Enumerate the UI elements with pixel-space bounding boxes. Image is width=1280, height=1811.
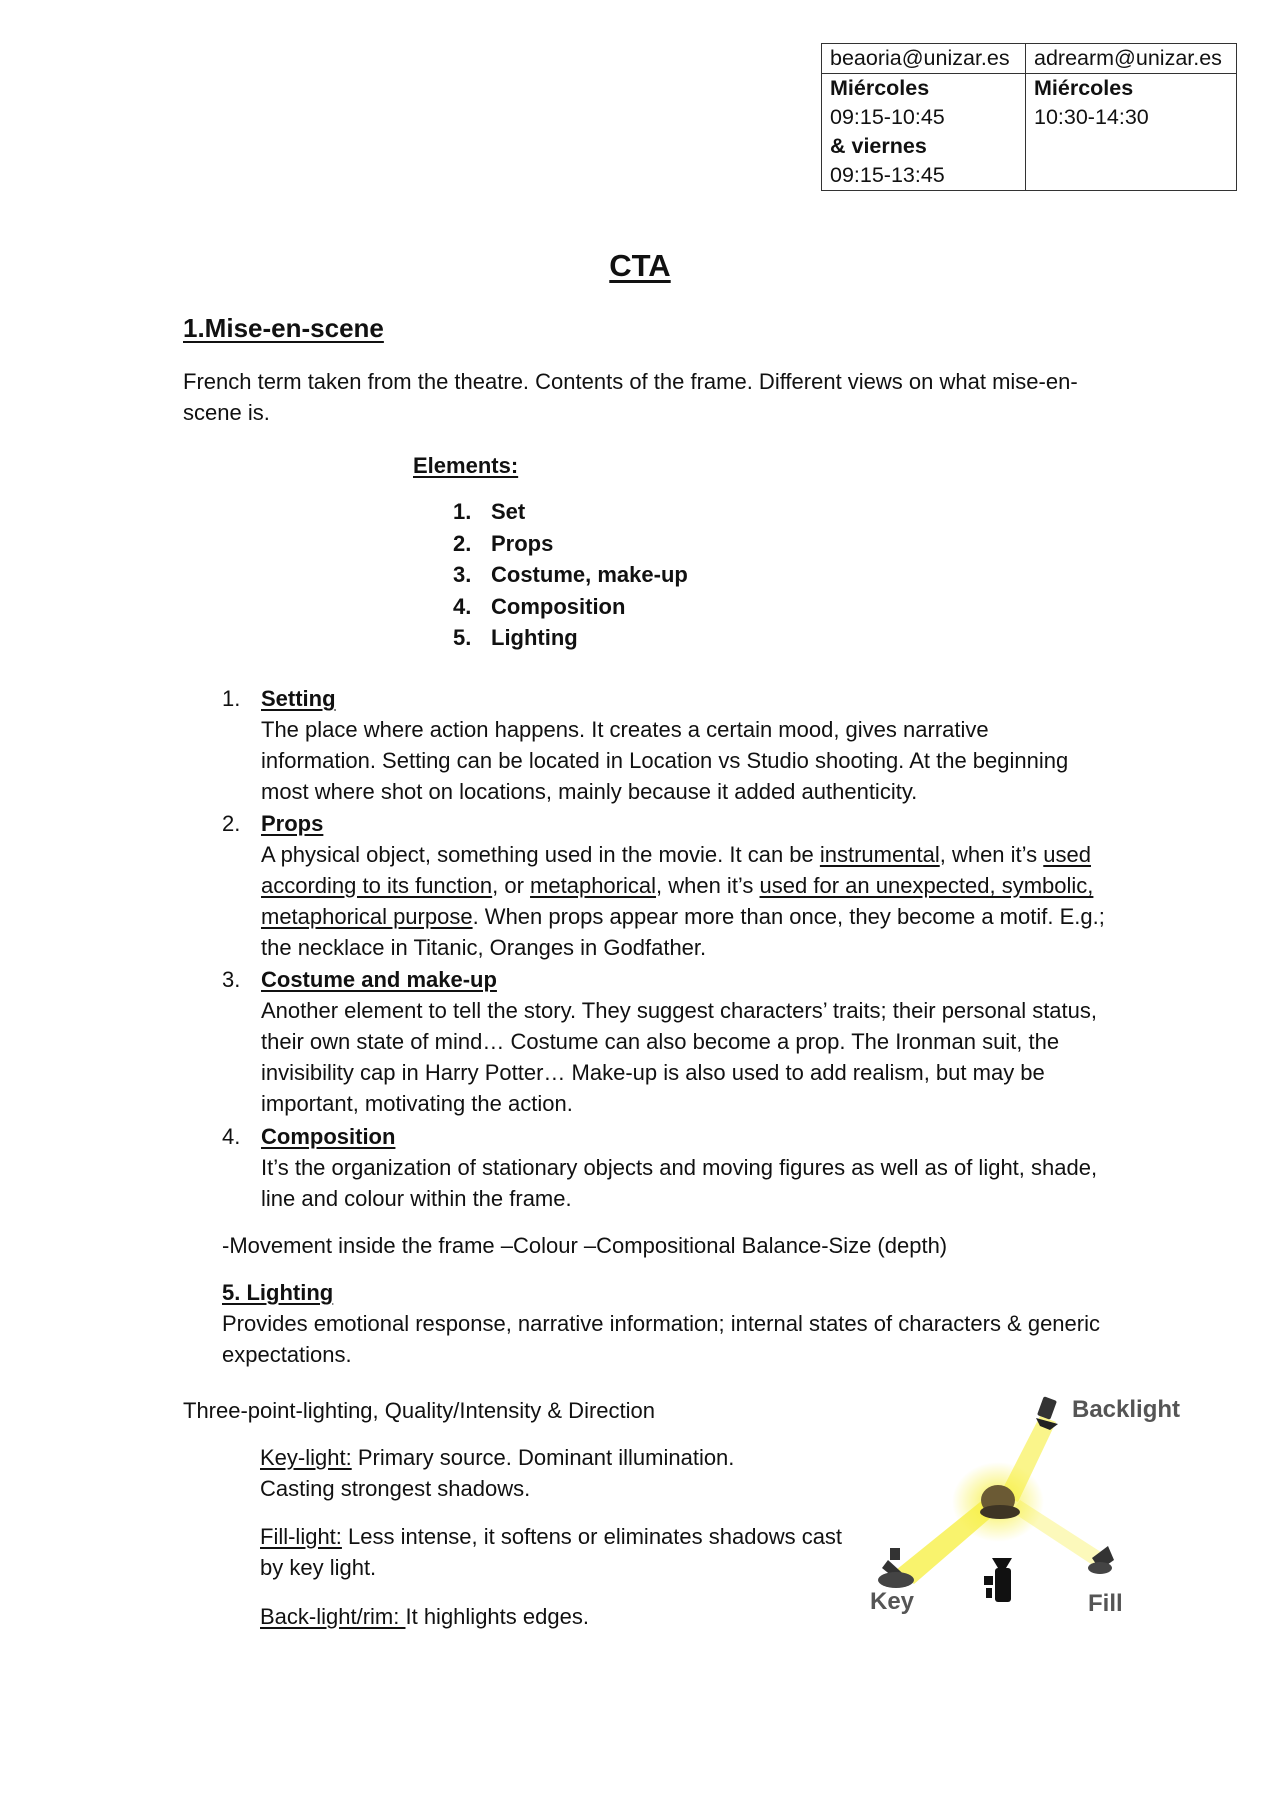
list-number: 3. xyxy=(453,562,472,587)
camera-icon xyxy=(984,1558,1012,1602)
intro-line: French term taken from the theatre. Contents of the frame. Different views on what mise-en- xyxy=(183,369,1078,394)
list-label: Lighting xyxy=(491,625,578,650)
list-label: Props xyxy=(491,530,554,556)
text-run: A physical object, something used in the movie. It can be xyxy=(261,842,820,867)
list-number: 1. xyxy=(453,499,472,524)
item-line: the necklace in Titanic, Oranges in Godfather. xyxy=(261,935,707,960)
list-item xyxy=(453,559,688,591)
text-run: according to its function xyxy=(261,873,493,898)
lighting-line: expectations. xyxy=(222,1342,352,1367)
definition: It highlights edges. xyxy=(405,1604,589,1629)
item-line: line and colour within the frame. xyxy=(261,1186,572,1211)
item-number: 1. xyxy=(222,686,241,711)
key-label: Key xyxy=(870,1588,915,1615)
item-body xyxy=(261,683,1141,807)
contact-schedule-2 xyxy=(1026,74,1237,191)
section-heading: 1.Mise-en-scene xyxy=(183,313,384,343)
list-label: Set xyxy=(491,499,526,524)
text-run: . When props appear more than once, they become a motif. E.g.; xyxy=(472,904,1105,929)
schedule-day: & viernes xyxy=(830,134,927,158)
lighting-heading: 5. Lighting xyxy=(222,1280,334,1305)
elements-list xyxy=(453,496,688,654)
definition: by key light. xyxy=(260,1555,377,1580)
definition: Primary source. Dominant illumination. xyxy=(351,1445,735,1470)
list-item xyxy=(453,591,688,623)
term: Key-light: xyxy=(260,1445,352,1470)
three-point-line: Three-point-lighting, Quality/Intensity & Direction xyxy=(183,1398,655,1423)
page-title: CTA xyxy=(609,248,671,283)
contact-email-2: adrearm@unizar.es xyxy=(1026,44,1237,74)
item-title: Props xyxy=(261,811,324,836)
item-line: their own state of mind… Costume can also become a prop. The Ironman suit, the xyxy=(261,1029,1060,1054)
backlight-label: Backlight xyxy=(1072,1396,1181,1423)
text-run: metaphorical xyxy=(530,873,656,898)
item-line xyxy=(261,901,1141,932)
item-title: Composition xyxy=(261,1124,396,1149)
lighting-line: Provides emotional response, narrative information; internal states of characters & generic xyxy=(222,1311,1100,1336)
text-run: used xyxy=(1043,842,1091,867)
contact-email-1: beaoria@unizar.es xyxy=(822,44,1026,74)
fill-label: Fill xyxy=(1088,1590,1123,1617)
list-item xyxy=(453,622,688,654)
list-number: 2. xyxy=(453,530,472,556)
item-line: invisibility cap in Harry Potter… Make-up is also used to add realism, but may be xyxy=(261,1060,1045,1085)
contact-table xyxy=(821,43,1237,191)
lighting-block xyxy=(222,1277,1122,1370)
item-line: important, motivating the action. xyxy=(261,1091,573,1116)
term: Fill-light: xyxy=(260,1524,342,1549)
schedule-time: 09:15-13:45 xyxy=(830,163,945,187)
item-title: Costume and make-up xyxy=(261,967,497,992)
intro-paragraph xyxy=(183,366,1103,428)
text-run: used for an unexpected, symbolic, xyxy=(759,873,1094,898)
text-run: instrumental xyxy=(819,842,940,867)
item-body xyxy=(261,964,1141,1119)
definition: Less intense, it softens or eliminates shadows cast xyxy=(341,1524,843,1549)
item-line xyxy=(261,870,1141,901)
list-item xyxy=(453,496,688,528)
list-label: Costume, make-up xyxy=(491,562,688,587)
schedule-time: 09:15-10:45 xyxy=(830,105,945,129)
item-line: Another element to tell the story. They suggest characters’ traits; their personal status, xyxy=(261,998,1097,1023)
definition: Casting strongest shadows. xyxy=(260,1476,531,1501)
schedule-day: Miércoles xyxy=(830,76,930,100)
list-number: 4. xyxy=(453,593,472,619)
item-body xyxy=(261,808,1141,963)
list-label: Composition xyxy=(491,593,626,619)
text-run: metaphorical purpose xyxy=(261,904,473,929)
list-number: 5. xyxy=(453,625,472,650)
item-body xyxy=(261,1121,1141,1214)
fill-light-def xyxy=(260,1521,860,1583)
item-number: 4. xyxy=(222,1124,241,1149)
elements-heading: Elements: xyxy=(413,453,519,478)
back-light-def xyxy=(260,1601,860,1632)
item-line: information. Setting can be located in Location vs Studio shooting. At the beginning xyxy=(261,748,1069,773)
item-line: The place where action happens. It creates a certain mood, gives narrative xyxy=(261,717,989,742)
text-run: , when it’s xyxy=(656,873,760,898)
contact-schedule-1 xyxy=(822,74,1026,191)
text-run: , when it’s xyxy=(939,842,1044,867)
text-run: , or xyxy=(492,873,531,898)
schedule-time: 10:30-14:30 xyxy=(1034,105,1149,129)
item-number: 2. xyxy=(222,811,241,836)
schedule-day: Miércoles xyxy=(1034,76,1134,100)
three-point-lighting-diagram xyxy=(860,1390,1180,1630)
item-line: most where shot on locations, mainly because it added authenticity. xyxy=(261,779,918,804)
list-item xyxy=(453,528,688,560)
item-line xyxy=(261,839,1141,870)
intro-line: scene is. xyxy=(183,400,270,425)
key-light-def xyxy=(260,1442,860,1504)
item-number: 3. xyxy=(222,967,241,992)
item-line: It’s the organization of stationary objects and moving figures as well as of light, shade, xyxy=(261,1155,1098,1180)
term: Back-light/rim: xyxy=(260,1604,406,1629)
movement-line: -Movement inside the frame –Colour –Compositional Balance-Size (depth) xyxy=(222,1233,948,1258)
item-title: Setting xyxy=(261,686,336,711)
subject-shoulders xyxy=(980,1505,1020,1519)
